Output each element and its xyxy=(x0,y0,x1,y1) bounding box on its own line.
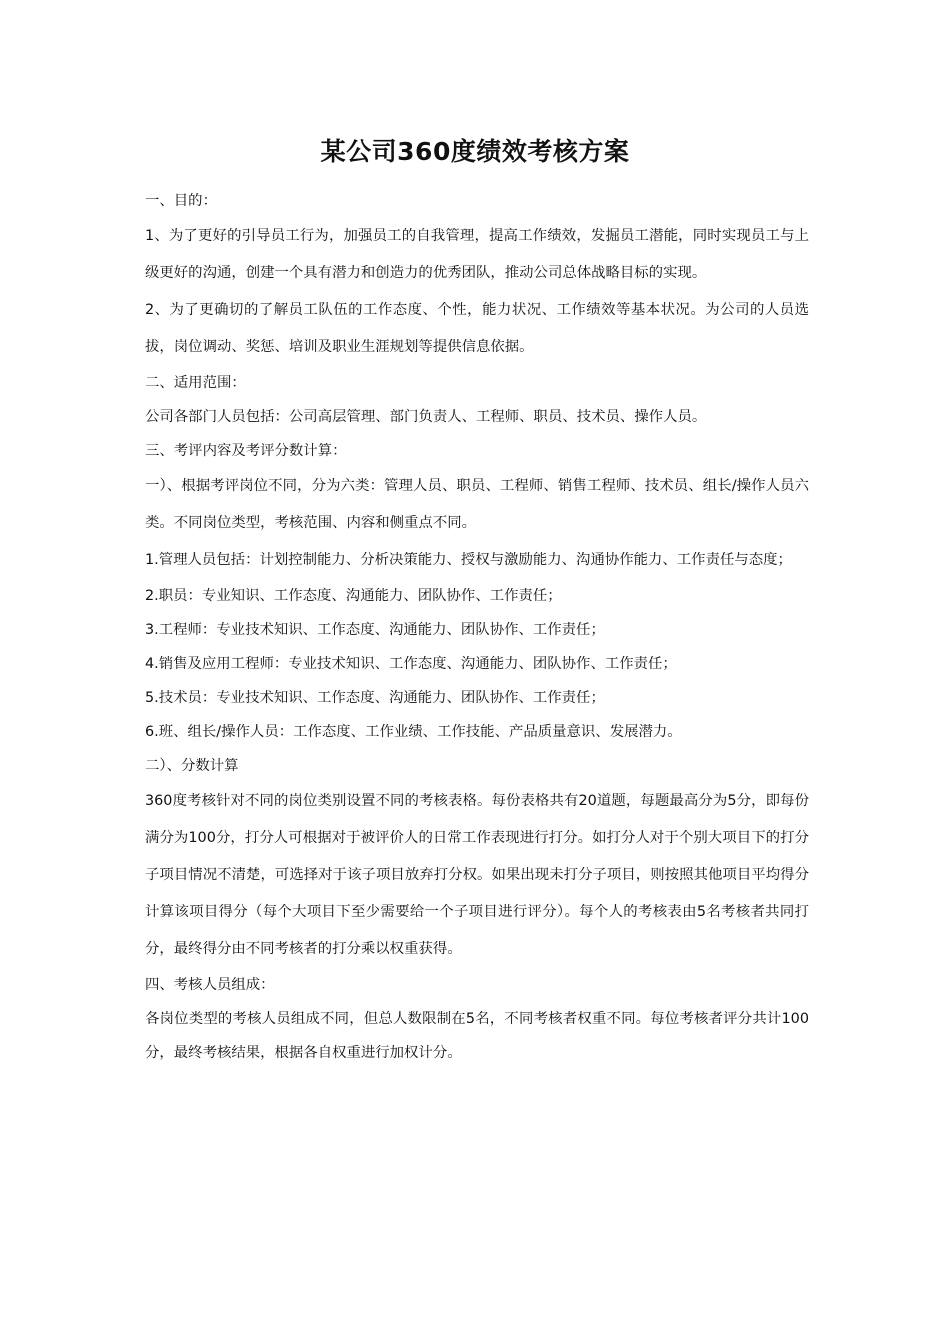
list-item-management: 1.管理人员包括：计划控制能力、分析决策能力、授权与激励能力、沟通协作能力、工作责任与态度； xyxy=(145,552,792,568)
section-heading-reviewers: 四、考核人员组成： xyxy=(145,977,275,993)
paragraph-score-calculation: 360度考核针对不同的岗位类别设置不同的考核表格。每份表格共有20道题，每题最高分为5分，即每份满分为100分，打分人可根据对于被评价人的日常工作表现进行打分。如打分人对于个别大项目下的打分子项目情况不清楚，可选择对于该子项目放弃打分权。如果出现未打分子项目，则按照其他项目平均得分计算该项目得分（每个大项目下至少需要给一个子项目进行评分）。每个人的考核表由5名考核者共同打分，最终得分由不同考核者的打分乘以权重获得。 xyxy=(145,793,809,957)
section-heading-content: 三、考评内容及考评分数计算： xyxy=(145,443,347,459)
list-item-engineer: 3.工程师：专业技术知识、工作态度、沟通能力、团队协作、工作责任； xyxy=(145,622,605,638)
document-body xyxy=(145,184,809,1070)
list-item-staff: 2.职员：专业知识、工作态度、沟通能力、团队协作、工作责任； xyxy=(145,588,562,604)
section-heading-purpose: 一、目的： xyxy=(145,193,217,209)
paragraph-categories: 一）、根据考评岗位不同，分为六类：管理人员、职员、工程师、销售工程师、技术员、组长/操作人员六类。不同岗位类型，考核范围、内容和侧重点不同。 xyxy=(145,478,809,531)
list-item-sales-engineer: 4.销售及应用工程师：专业技术知识、工作态度、沟通能力、团队协作、工作责任； xyxy=(145,656,677,672)
list-item-operator: 6.班、组长/操作人员：工作态度、工作业绩、工作技能、产品质量意识、发展潜力。 xyxy=(145,724,682,740)
section-heading-scope: 二、适用范围： xyxy=(145,375,246,391)
paragraph-scope: 公司各部门人员包括：公司高层管理、部门负责人、工程师、职员、技术员、操作人员。 xyxy=(145,409,707,425)
list-item-technician: 5.技术员：专业技术知识、工作态度、沟通能力、团队协作、工作责任； xyxy=(145,690,605,706)
subsection-heading-score: 二）、分数计算 xyxy=(145,758,239,774)
document-title: 某公司360度绩效考核方案 xyxy=(320,137,630,166)
paragraph-purpose-2: 2、为了更确切的了解员工队伍的工作态度、个性，能力状况、工作绩效等基本状况。为公司的人员选拔，岗位调动、奖惩、培训及职业生涯规划等提供信息依据。 xyxy=(145,302,809,355)
paragraph-reviewers: 各岗位类型的考核人员组成不同，但总人数限制在5名，不同考核者权重不同。每位考核者评分共计100分，最终考核结果，根据各自权重进行加权计分。 xyxy=(145,1011,809,1061)
paragraph-purpose-1: 1、为了更好的引导员工行为，加强员工的自我管理，提高工作绩效，发掘员工潜能，同时实现员工与上级更好的沟通，创建一个具有潜力和创造力的优秀团队，推动公司总体战略目标的实现。 xyxy=(145,228,809,281)
